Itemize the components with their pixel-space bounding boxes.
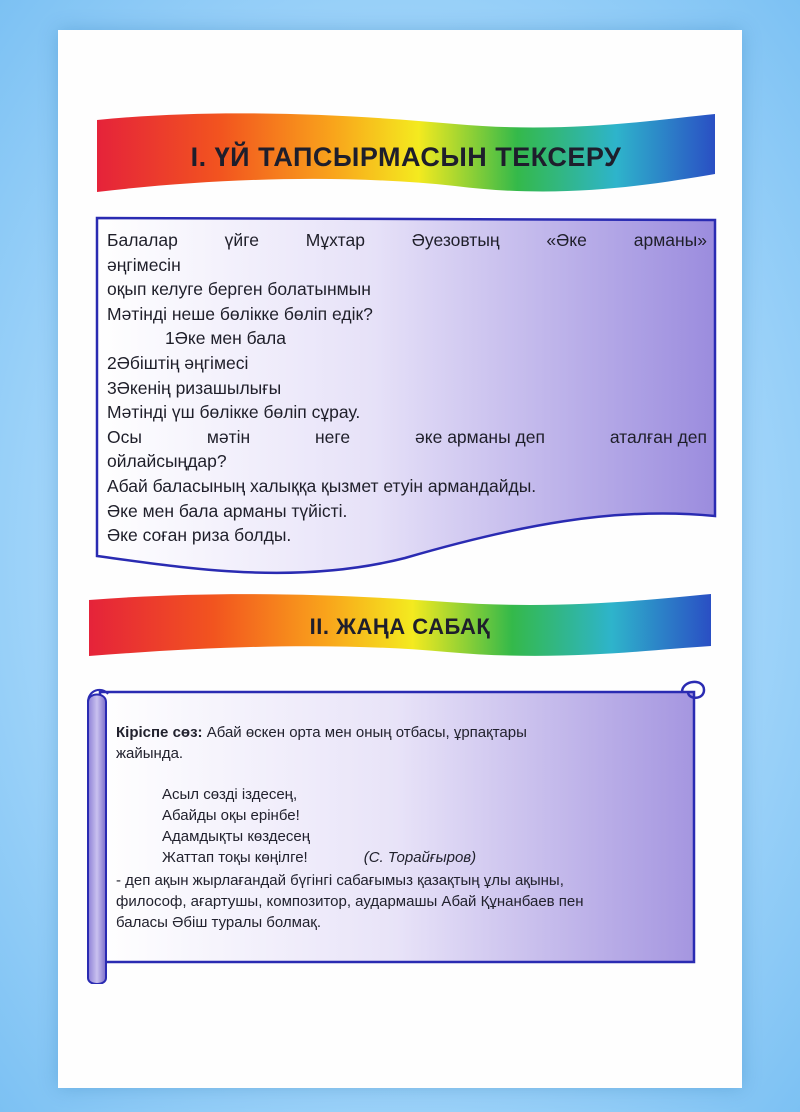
outro-paragraph <box>116 870 700 933</box>
section-1-title: I. ҮЙ ТАПСЫРМАСЫН ТЕКСЕРУ <box>190 141 622 172</box>
text-line: Мәтінді үш бөлікке бөліп сұрау. <box>107 402 361 423</box>
text-line: Әке соған риза болды. <box>107 525 292 546</box>
poem <box>116 784 700 868</box>
section-2-title: II. ЖАҢА САБАҚ <box>309 614 491 639</box>
text-line: 2Әбіштің әңгімесі <box>107 352 249 373</box>
poem-line: Жаттап тоқы көңілге! (С. Торайғыров) <box>162 849 477 866</box>
text-line: Абай баласының халыққа қызмет етуін армандайды. <box>107 475 537 496</box>
outro-line: баласы Әбіш туралы болмақ. <box>116 914 322 931</box>
new-lesson-scroll <box>82 672 712 984</box>
homework-check-box <box>95 216 717 588</box>
intro-text-continued: жайында. <box>116 745 184 762</box>
outro-line: философ, ағартушы, композитор, аудармашы Абай Құнанбаев пен <box>116 893 584 910</box>
intro-label: Кіріспе сөз: <box>116 724 203 741</box>
text-line: Мәтінді неше бөлікке бөліп едік? <box>107 303 373 324</box>
section-2-banner <box>87 590 713 660</box>
text-line: ойлайсыңдар? <box>107 451 227 472</box>
new-lesson-text <box>116 722 700 933</box>
text-line: Балалар үйге Мұхтар Әуезовтың «Әке арманы» <box>107 230 707 250</box>
text-line: оқып келуге берген болатынмын <box>107 279 371 300</box>
section-1-banner <box>95 108 717 194</box>
poem-line: Адамдықты көздесең <box>162 828 311 845</box>
text-line: 1Әке мен бала <box>165 328 286 349</box>
text-line: 3Әкенің ризашылығы <box>107 377 282 398</box>
outro-line: - деп ақын жырлағандай бүгінгі сабағымыз қазақтың ұлы ақыны, <box>116 872 564 889</box>
poem-line: Абайды оқы ерінбе! <box>162 807 300 824</box>
intro-paragraph <box>116 722 700 743</box>
text-line: Әке мен бала арманы түйісті. <box>107 500 348 521</box>
poem-line: Асыл сөзді іздесең, <box>162 786 298 803</box>
poem-author: (С. Торайғыров) <box>363 849 477 866</box>
text-line: Осы мәтін неге әке арманы деп аталған деп <box>107 426 707 447</box>
intro-text: Абай өскен орта мен оның отбасы, ұрпақтары <box>202 724 527 741</box>
text-line: әңгімесін <box>107 254 181 275</box>
homework-text <box>107 228 707 548</box>
